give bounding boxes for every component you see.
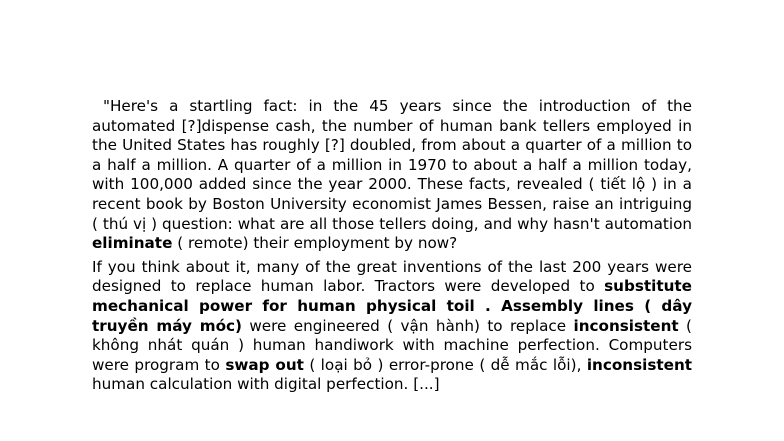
paragraph-2-text-1: If you think about it, many of the great inventions of the last 200 years were designed to replace human labor. Tractors were developed to xyxy=(92,257,692,296)
paragraph-2-bold-inconsistent-2: inconsistent xyxy=(586,355,693,374)
paragraph-2-text-4: ( loại bỏ ) error-prone ( dễ mắc lỗi), xyxy=(303,355,587,374)
paragraph-1-text-1: "Here's a startling fact: in the 45 years since the introduction of the automated [?]dispense cash, the number of human bank tellers employed in the United States has roughly [?] doubled, from about a quarter of a million to a half a million. A quarter of a million in 1970 to about a half a million today, with 100,000 added since the year 2000. These facts, revealed ( tiết lộ ) in a recent book by Boston University economist James Bessen, raise an intriguing ( thú vị ) question: what are all those tellers doing, and why hasn't automation xyxy=(92,97,692,233)
paragraph-2 xyxy=(92,258,692,395)
paragraph-2-text-5: human calculation with digital perfection. [...] xyxy=(92,375,440,394)
paragraph-1-bold-eliminate: eliminate xyxy=(92,234,173,253)
paragraph-2-text-2: were engineered ( vận hành) to replace xyxy=(241,316,574,335)
paragraph-1-text-2: ( remote) their employment by now? xyxy=(172,234,458,253)
text-block xyxy=(92,97,692,395)
paragraph-2-bold-inconsistent-1: inconsistent xyxy=(573,316,679,335)
paragraph-2-bold-substitute: substitute mechanical power for human physical toil . Assembly lines ( dây truyền máy móc) xyxy=(92,277,692,335)
paragraph-1 xyxy=(92,97,692,254)
paragraph-2-bold-swap-out: swap out xyxy=(225,355,304,374)
paragraph-2-text-3: ( không nhát quán ) human handiwork with machine perfection. Computers were program to xyxy=(92,316,692,374)
